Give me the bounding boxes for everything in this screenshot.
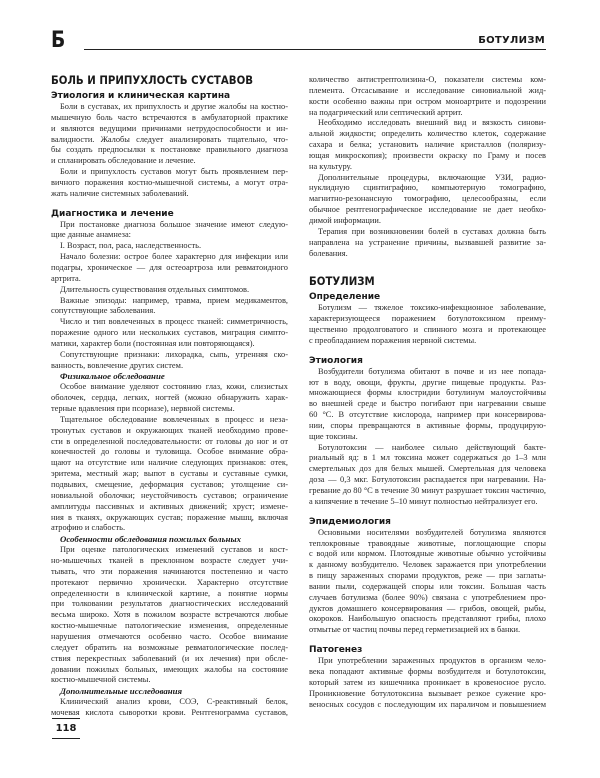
- text-line: обычное рентгенографическое исследование не дает необхо-: [309, 205, 546, 215]
- text-line: бы создать предпосылки к постановке правильного диагноза: [51, 145, 288, 155]
- section-heading: Эпидемиология: [309, 516, 391, 527]
- text-line: Необходимо исследовать внешний вид и вязкость синови-: [318, 118, 546, 128]
- text-line: протекают первично хронически. Характерно отсутствие: [51, 577, 288, 587]
- text-line: отмытые от частиц почвы перед герметизацией их в банки.: [309, 625, 521, 635]
- text-line: но-мышечных тканей в преклонном возрасте следует учи-: [51, 556, 288, 566]
- text-line: теплокровные травоядные животные, поглощающие споры: [309, 538, 546, 548]
- text-line: дуктов домашнего консервирования — грибов, овощей, рыбы,: [309, 603, 546, 613]
- text-line: с преобладанием поражения нервной системы.: [309, 335, 477, 345]
- paragraph: [51, 241, 288, 252]
- section-heading: Диагностика и лечение: [51, 208, 174, 219]
- text-line: сопутствующие заболевания.: [51, 306, 156, 316]
- text-line: довании пожилых больных, имеющих жалобы на состояние: [51, 664, 288, 674]
- column-right: [309, 75, 546, 710]
- text-line: Терапия при возникновении болей в суставах должна быть: [318, 226, 546, 236]
- text-line: ют в воду, овощи, фрукты, другие пищевые продукты. Раз-: [309, 377, 546, 387]
- text-line: ванность, вовлечение других систем.: [51, 360, 184, 370]
- text-line: атрофию и слабость.: [51, 523, 126, 533]
- paragraph: [309, 227, 546, 260]
- text-line: следует обратить на возможные ревматологические послед-: [51, 642, 288, 652]
- text-line: веносных сосудов с последующим их параличом и повышением: [309, 699, 546, 709]
- text-line: новиальной оболочки; неустойчивость суставов; ограничение: [51, 490, 288, 500]
- column-left: [51, 73, 288, 719]
- paragraph: [309, 656, 546, 710]
- text-line: амплитуды пассивных и активных движений; хруст; измене-: [51, 501, 288, 511]
- text-line: конечностей до головы и туловища. Особое внимание обра-: [51, 447, 288, 457]
- text-line: кости особенно важны при остром моноартрите и подозрении: [309, 96, 546, 106]
- text-line: гревание до 80 °С в течение 30 минут разрушает токсин частично,: [309, 486, 546, 495]
- text-line: тронутых суставов и окружающих тканей необходимо прове-: [51, 425, 288, 435]
- text-line: костно-мышечные патологические изменения, определенные: [51, 621, 288, 631]
- text-line: множающиеся формы клостридии ботулинум малоустойчивы: [309, 388, 546, 398]
- text-line: Клинический анализ крови, СОЭ, С-реактивный белок,: [60, 697, 288, 707]
- running-title: БОТУЛИЗМ: [478, 35, 545, 46]
- text-line: подвывих, смещение, деформация суставов; утолщение си-: [51, 480, 288, 489]
- paragraph: [51, 382, 288, 415]
- text-line: племента. Отсасывание и исследование синовиальной жид-: [309, 85, 546, 95]
- text-line: весьма широко. Хотя в пожилом возрасте встречаются любые: [51, 610, 288, 620]
- text-line: валидности. Жалобы следует анализировать тщательно, что-: [51, 134, 288, 144]
- paragraph: [51, 220, 288, 242]
- paragraph: [51, 296, 288, 318]
- text-line: магнитно-резонансную томографию, целесообразны, если: [309, 194, 546, 204]
- text-line: на подагрический или септический артрит.: [309, 107, 463, 117]
- text-line: Боли в суставах, их припухлость и другие жалобы на костно-: [60, 102, 288, 111]
- subsection-heading: Дополнительные исследования: [60, 686, 183, 697]
- paragraph: [309, 443, 546, 508]
- text-line: направлена на устранение причины, вызвавшей развитие за-: [309, 237, 546, 247]
- text-line: Ботулизм — тяжелое токсико-инфекционное заболевание,: [318, 303, 546, 313]
- text-line: димой информации.: [309, 215, 381, 225]
- article-title: БОЛЬ И ПРИПУХЛОСТЬ СУСТАВОВ: [51, 73, 254, 87]
- header-rule: [84, 49, 546, 50]
- text-line: щественно продолговатого и спинного мозга и протекающее: [309, 325, 546, 335]
- paragraph: [51, 167, 288, 200]
- paragraph: [309, 75, 546, 118]
- text-line: Особое внимание уделяют состоянию глаз, кожи, слизистых: [60, 382, 288, 392]
- text-line: риальный яд: в 1 мл токсина может содержаться до 1–3 млн: [309, 453, 546, 463]
- text-line: сти в определенной последовательности: от головы до ног и от: [51, 436, 288, 446]
- paragraph: [51, 317, 288, 350]
- text-line: при толковании результатов диагностических исследований: [51, 599, 288, 609]
- paragraph: [51, 545, 288, 686]
- text-line: артрита.: [51, 273, 81, 283]
- paragraph: [309, 303, 546, 346]
- section-heading: Этиология и клиническая картина: [51, 91, 231, 101]
- text-line: Основными носителями возбудителей ботулизма являются: [318, 527, 546, 537]
- text-line: щие токсины.: [309, 431, 358, 441]
- text-line: количество антистрептолизина-О, показатели системы ком-: [309, 75, 546, 84]
- text-line: ющая микроскопия); произвести окраску по Граму и посев: [309, 150, 546, 160]
- text-line: Длительность существования отдельных симптомов.: [60, 284, 250, 294]
- text-line: Число и тип вовлеченных в процесс тканей: симметричность,: [60, 317, 288, 327]
- text-line: При оценке патологических изменений суставов и кост-: [60, 545, 288, 555]
- text-line: щие данные анамнеза:: [51, 230, 131, 240]
- section-heading: Определение: [309, 292, 381, 303]
- section-heading: Этиология: [309, 355, 363, 366]
- text-line: Боли и припухлость суставов могут быть проявлением пер-: [60, 167, 288, 177]
- paragraph: [51, 252, 288, 285]
- text-line: с водой или кормом. Плотоядные животные обычно устойчивы: [309, 549, 546, 559]
- text-line: 60 °С. В отсутствие кислорода, например при консервирова-: [309, 410, 546, 420]
- text-line: вичного поражения костно-мышечной системы, а могут отра-: [51, 177, 288, 187]
- paragraph: [51, 697, 288, 719]
- text-line: щают на отсутствие или наличие следующих признаков: отек,: [51, 458, 288, 468]
- text-line: При употреблении зараженных продуктов в организм чело-: [318, 656, 546, 666]
- text-line: определенности в клинической картине, а понятие нормы: [51, 588, 288, 598]
- text-line: болевания.: [309, 248, 348, 258]
- text-line: Проникновение ботулотоксина вызывает резкое сужение кро-: [309, 688, 546, 698]
- text-line: века попадают активные формы возбудителя и ботулотоксин,: [309, 666, 546, 676]
- text-line: поражение одного или нескольких суставов, миграция симпто-: [51, 328, 288, 338]
- section-letter: Б: [51, 28, 66, 53]
- text-line: мочевая кислота сыворотки крови. Рентгенограмма суставов,: [51, 708, 288, 718]
- text-line: терные вдавления при псориазе), нервной системы.: [51, 404, 235, 414]
- page-number: 118: [52, 718, 80, 739]
- text-line: оболочек, сердца, легких, ногтей (можно обнаружить харак-: [51, 393, 288, 403]
- paragraph: [51, 285, 288, 296]
- paragraph: [51, 102, 288, 167]
- text-line: во внешней среде и быстро погибают при нагревании свыше: [309, 399, 546, 409]
- text-line: Важные эпизоды: например, травма, прием медикаментов,: [60, 295, 288, 305]
- text-line: При постановке диагноза большое значение имеют следую-: [60, 219, 288, 229]
- paragraph: [309, 173, 546, 227]
- text-line: доза — 0,3 мкг. Ботулотоксин распадается при нагревании. На-: [309, 475, 546, 485]
- text-line: нуклидную сцинтиграфию, компьютерную томографию,: [309, 183, 546, 193]
- text-line: подагры, хроническое — для остеоартроза или ревматоидного: [51, 262, 288, 272]
- text-line: Тщательное обследование вовлеченных в процесс и неза-: [60, 414, 288, 424]
- paragraph: [309, 528, 546, 636]
- text-line: ния в тканях, окружающих сустав; поражение мышц, включая: [51, 512, 288, 522]
- article-title: БОТУЛИЗМ: [309, 274, 375, 289]
- text-line: Дополнительные процедуры, включающие УЗИ, радио-: [318, 172, 546, 182]
- paragraph: [309, 118, 546, 172]
- subsection-heading: Особенности обследования пожилых больных: [60, 534, 241, 545]
- text-line: окороков. Наибольшую опасность представляют грибы, плохо: [309, 614, 546, 624]
- text-line: вании пыли, содержащей споры или токсин. Большая часть: [309, 581, 546, 591]
- text-line: Возбудители ботулизма обитают в почве и из нее попада-: [318, 366, 546, 376]
- text-line: а кипячение в течение 5–10 минут полностью нейтрализует его.: [309, 496, 538, 506]
- text-line: нарушения отмечаются особенно часто. Особое внимание: [51, 631, 288, 641]
- text-line: Начало болезни: острое более характерно для инфекции или: [60, 252, 288, 262]
- paragraph: [51, 415, 288, 534]
- text-line: смертельных доз для белых мышей. Смертельная для человека: [309, 464, 546, 474]
- text-line: мышечную боль часто встречаются в амбулаторной практике: [51, 112, 288, 122]
- paragraph: [309, 367, 546, 443]
- text-line: тывать, что эти поражения начинаются постепенно и часто: [51, 566, 288, 576]
- section-heading: Патогенез: [309, 645, 363, 656]
- text-line: случаев ботулизма (более 90%) связана с употреблением про-: [309, 592, 546, 602]
- text-line: альной жидкости; определить количество клеток, содержание: [309, 129, 546, 139]
- text-line: костно-мышечной системы.: [51, 675, 151, 685]
- subsection-heading: Физикальное обследование: [60, 371, 165, 382]
- text-line: и спланировать обследование и лечение.: [51, 156, 196, 166]
- text-line: характеризующееся поражением ботулотоксином преиму-: [309, 314, 546, 324]
- text-line: нии, споры превращаются в активные формы, продуцирую-: [309, 420, 546, 430]
- text-line: I. Возраст, пол, раса, наследственность.: [60, 241, 202, 251]
- text-line: сахара и белка; установить наличие кристаллов (поляризу-: [309, 140, 546, 150]
- text-line: и являются ведущими причинами нетрудоспособности и ин-: [51, 123, 288, 133]
- text-line: к данному возбудителю. Человек заражается при употреблении: [309, 560, 546, 570]
- text-line: ствия перекрестных заболеваний (и их лечения) при обсле-: [51, 653, 288, 663]
- text-line: в пищу зараженных спорами продуктов, реже — при заглаты-: [309, 571, 546, 581]
- text-line: эритема, местный жар; выпот в суставы и суставные сумки,: [51, 469, 288, 479]
- text-line: Ботулотоксин — наиболее сильно действующий бакте-: [318, 442, 546, 452]
- text-line: матики, характер боли (постоянная или повторяющаяся).: [51, 338, 255, 348]
- text-line: Сопутствующие признаки: лихорадка, сыпь, утренняя ско-: [60, 349, 288, 359]
- text-line: жать наличие системных заболеваний.: [51, 188, 189, 198]
- text-line: который затем из кишечника проникает в кровеносное русло.: [309, 677, 546, 687]
- text-line: на культуру.: [309, 161, 352, 171]
- paragraph: [51, 350, 288, 372]
